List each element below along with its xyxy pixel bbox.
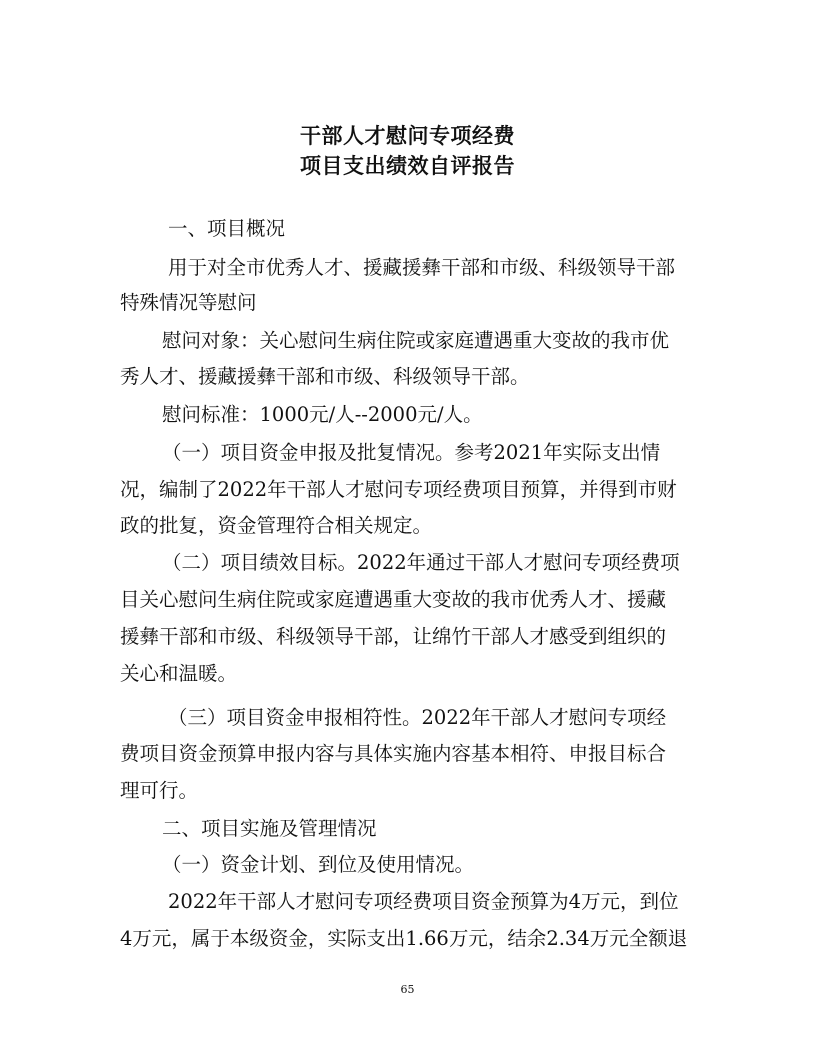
paragraph-line: 政的批复，资金管理符合相关规定。 [120, 514, 433, 537]
paragraph-line: 用于对全市优秀人才、援藏援彝干部和市级、科级领导干部 [168, 256, 676, 279]
paragraph-line: 2022年干部人才慰问专项经费项目资金预算为4万元，到位 [168, 890, 679, 913]
paragraph-line: 况，编制了2022年干部人才慰问专项经费项目预算，并得到市财 [120, 478, 677, 501]
paragraph-line: 关心和温暖。 [120, 662, 238, 685]
paragraph-line: 理可行。 [120, 779, 199, 802]
title-line-1: 干部人才慰问专项经费 [300, 124, 515, 148]
paragraph-line: 慰问对象：关心慰问生病住院或家庭遭遇重大变故的我市优 [162, 329, 670, 352]
section-heading-overview: 一、项目概况 [168, 217, 286, 240]
title-line-2: 项目支出绩效自评报告 [300, 154, 515, 178]
paragraph-line: 慰问标准：1000元/人--2000元/人。 [162, 403, 483, 426]
paragraph-line: （一）项目资金申报及批复情况。参考2021年实际支出情 [162, 441, 661, 464]
paragraph-line: （二）项目绩效目标。2022年通过干部人才慰问专项经费项 [162, 551, 680, 574]
paragraph-line: 费项目资金预算申报内容与具体实施内容基本相符、申报目标合 [120, 742, 667, 765]
paragraph-line: （三）项目资金申报相符性。2022年干部人才慰问专项经 [168, 706, 667, 729]
paragraph-line: 援彝干部和市级、科级领导干部，让绵竹干部人才感受到组织的 [120, 625, 667, 648]
paragraph-line: 目关心慰问生病住院或家庭遭遇重大变故的我市优秀人才、援藏 [120, 588, 667, 611]
paragraph-line: 4万元，属于本级资金，实际支出1.66万元，结余2.34万元全额退 [120, 927, 688, 950]
paragraph-line: （一）资金计划、到位及使用情况。 [162, 853, 475, 876]
page-number: 65 [400, 983, 415, 996]
section-heading-implementation: 二、项目实施及管理情况 [162, 817, 377, 840]
paragraph-line: 秀人才、援藏援彝干部和市级、科级领导干部。 [120, 365, 530, 388]
paragraph-line: 特殊情况等慰问 [120, 291, 257, 314]
